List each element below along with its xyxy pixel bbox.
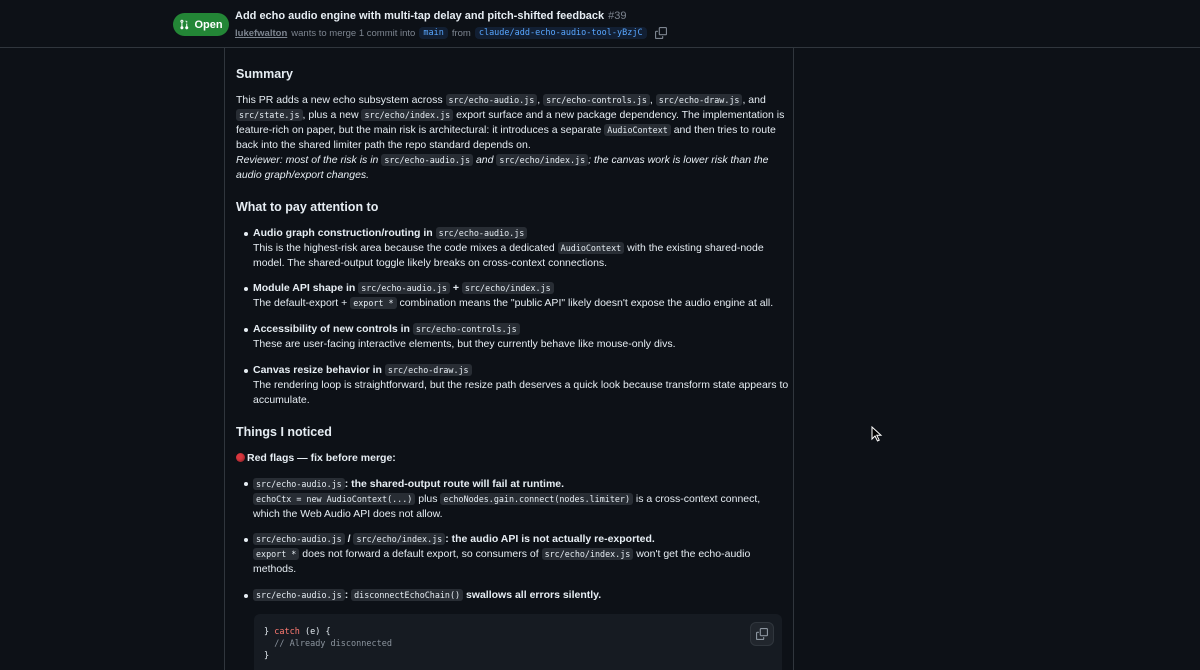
inline-code: disconnectEchoChain() bbox=[351, 589, 463, 601]
noticed-item-2-desc bbox=[253, 547, 750, 562]
text: ; the canvas work is lower risk than the bbox=[588, 154, 769, 166]
attention-item-1-desc-2: model. The shared-output toggle likely breaks on cross-context connections. bbox=[253, 257, 608, 269]
list-bullet bbox=[244, 287, 248, 291]
inline-code: src/echo/index.js bbox=[542, 548, 634, 560]
summary-line-2 bbox=[236, 108, 784, 123]
attention-item-4-title bbox=[253, 363, 472, 378]
copy-icon bbox=[756, 628, 768, 640]
list-bullet bbox=[244, 538, 248, 542]
inline-code: src/echo-audio.js bbox=[358, 282, 450, 294]
pr-title-text: Add echo audio engine with multi-tap delay and pitch-shifted feedback bbox=[235, 10, 605, 22]
inline-code: src/echo/index.js bbox=[361, 109, 453, 121]
summary-line-3 bbox=[236, 123, 776, 138]
text: } bbox=[264, 627, 270, 637]
noticed-item-1-desc bbox=[253, 492, 760, 507]
inline-code: src/echo-audio.js bbox=[446, 94, 538, 106]
text: feature-rich on paper, but the main risk is architectural: it introduces a separate bbox=[236, 124, 602, 136]
inline-code: src/echo/index.js bbox=[353, 533, 445, 545]
list-bullet bbox=[244, 232, 248, 236]
inline-code: src/echo-audio.js bbox=[436, 227, 528, 239]
noticed-item-1-desc-2: which the Web Audio API does not allow. bbox=[253, 508, 443, 520]
pr-description bbox=[224, 48, 794, 670]
inline-code: src/state.js bbox=[236, 109, 303, 121]
summary-line-4: back into the shared limiter path the repo standard depends on. bbox=[236, 139, 531, 151]
text: Canvas resize behavior in bbox=[253, 364, 382, 376]
inline-code: export * bbox=[350, 297, 396, 309]
text: and bbox=[475, 154, 494, 166]
text: The default-export + bbox=[253, 297, 348, 309]
mouse-cursor-icon bbox=[871, 426, 883, 442]
keyword: catch bbox=[274, 627, 300, 637]
text: does not forward a default export, so consumers of bbox=[302, 548, 539, 560]
list-bullet bbox=[244, 369, 248, 373]
summary-line-6 bbox=[236, 168, 369, 183]
code-line-3: } bbox=[264, 651, 270, 661]
list-bullet bbox=[244, 328, 248, 332]
text: swallows all errors silently. bbox=[465, 589, 602, 601]
copy-icon[interactable] bbox=[655, 27, 667, 39]
text: audio graph/export changes. bbox=[236, 169, 370, 181]
text: + bbox=[452, 282, 459, 294]
inline-code: AudioContext bbox=[604, 124, 671, 136]
inline-code: echoCtx = new AudioContext(...) bbox=[253, 493, 415, 505]
base-branch[interactable]: main bbox=[419, 27, 447, 39]
copy-code-button[interactable] bbox=[750, 622, 774, 646]
summary-heading: Summary bbox=[236, 67, 293, 81]
text: Audio graph construction/routing in bbox=[253, 227, 433, 239]
inline-code: src/echo/index.js bbox=[462, 282, 554, 294]
code-block bbox=[254, 614, 782, 670]
pr-title bbox=[235, 10, 627, 22]
pr-header bbox=[0, 0, 1200, 48]
pr-number: #39 bbox=[608, 10, 627, 22]
attention-item-2-title bbox=[253, 281, 554, 296]
git-pull-request-icon bbox=[179, 19, 190, 30]
text: combination means the "public API" likely doesn't expose the audio engine at all. bbox=[399, 297, 774, 309]
inline-code: src/echo-audio.js bbox=[381, 154, 473, 166]
text: : the shared-output route will fail at runtime. bbox=[344, 478, 565, 490]
noticed-item-3-title bbox=[253, 588, 601, 603]
inline-code: src/echo-draw.js bbox=[656, 94, 743, 106]
from-text: from bbox=[451, 27, 471, 39]
text: and then tries to route bbox=[673, 124, 776, 136]
attention-item-3-title bbox=[253, 322, 520, 337]
inline-code: src/echo-audio.js bbox=[253, 533, 345, 545]
text: / bbox=[347, 533, 351, 545]
text: Accessibility of new controls in bbox=[253, 323, 410, 335]
inline-code: src/echo-audio.js bbox=[253, 589, 345, 601]
inline-code: src/echo-controls.js bbox=[543, 94, 650, 106]
text: is a cross-context connect, bbox=[635, 493, 761, 505]
text: Module API shape in bbox=[253, 282, 356, 294]
author-link[interactable]: lukefwalton bbox=[235, 27, 288, 39]
attention-item-2-desc bbox=[253, 296, 773, 311]
attention-heading: What to pay attention to bbox=[236, 200, 379, 214]
text: won't get the echo-audio bbox=[636, 548, 751, 560]
inline-code: src/echo-draw.js bbox=[385, 364, 472, 376]
attention-item-4-desc: The rendering loop is straightforward, but the resize path deserves a quick look because transform state appears to bbox=[253, 379, 789, 391]
pr-meta bbox=[235, 27, 667, 39]
list-bullet bbox=[244, 594, 248, 598]
text: Reviewer: most of the risk is in bbox=[236, 154, 379, 166]
inline-code: src/echo-controls.js bbox=[413, 323, 520, 335]
text: (e) { bbox=[304, 627, 331, 637]
merge-text: wants to merge 1 commit into bbox=[291, 27, 416, 39]
inline-code: src/echo-audio.js bbox=[253, 478, 345, 490]
text: This is the highest-risk area because the code mixes a dedicated bbox=[253, 242, 555, 254]
inline-code: export * bbox=[253, 548, 299, 560]
attention-item-1-title bbox=[253, 226, 527, 241]
text: : the audio API is not actually re-exported. bbox=[445, 533, 655, 545]
code-line-2 bbox=[264, 638, 772, 650]
noticed-heading: Things I noticed bbox=[236, 425, 332, 439]
text: with the existing shared-node bbox=[627, 242, 764, 254]
pr-state-badge bbox=[173, 13, 229, 36]
text: This PR adds a new echo subsystem across bbox=[236, 94, 443, 106]
inline-code: echoNodes.gain.connect(nodes.limiter) bbox=[440, 493, 633, 505]
text: Red flags — fix before merge: bbox=[247, 452, 396, 464]
inline-code: AudioContext bbox=[558, 242, 625, 254]
text: plus bbox=[418, 493, 438, 505]
red-circle-icon bbox=[236, 453, 245, 462]
noticed-item-1-title bbox=[253, 477, 564, 492]
head-branch[interactable]: claude/add-echo-audio-tool-yBzjC bbox=[475, 27, 647, 39]
noticed-item-2-desc-2: methods. bbox=[253, 563, 297, 575]
text: : bbox=[344, 589, 349, 601]
code-line-1 bbox=[264, 626, 772, 638]
attention-item-4-desc-2: accumulate. bbox=[253, 394, 310, 406]
comment: // Already disconnected bbox=[274, 639, 392, 649]
text: export surface and a new package dependency. The implementation is bbox=[456, 109, 785, 121]
summary-line-5 bbox=[236, 153, 768, 168]
pr-state-label: Open bbox=[194, 18, 223, 31]
list-bullet bbox=[244, 482, 248, 486]
summary-line-1: This PR adds a new echo subsystem across src/echo-audio.js , src/echo-controls.js , src/echo-draw.js , and bbox=[236, 94, 766, 106]
attention-item-1-desc bbox=[253, 241, 764, 256]
text: , plus a new bbox=[302, 109, 359, 121]
inline-code: src/echo/index.js bbox=[496, 154, 588, 166]
red-flags-label bbox=[236, 451, 396, 466]
text: , and bbox=[742, 94, 766, 106]
noticed-item-2-title bbox=[253, 532, 655, 547]
attention-item-3-desc: These are user-facing interactive elements, but they currently behave like mouse-only divs. bbox=[253, 338, 676, 350]
